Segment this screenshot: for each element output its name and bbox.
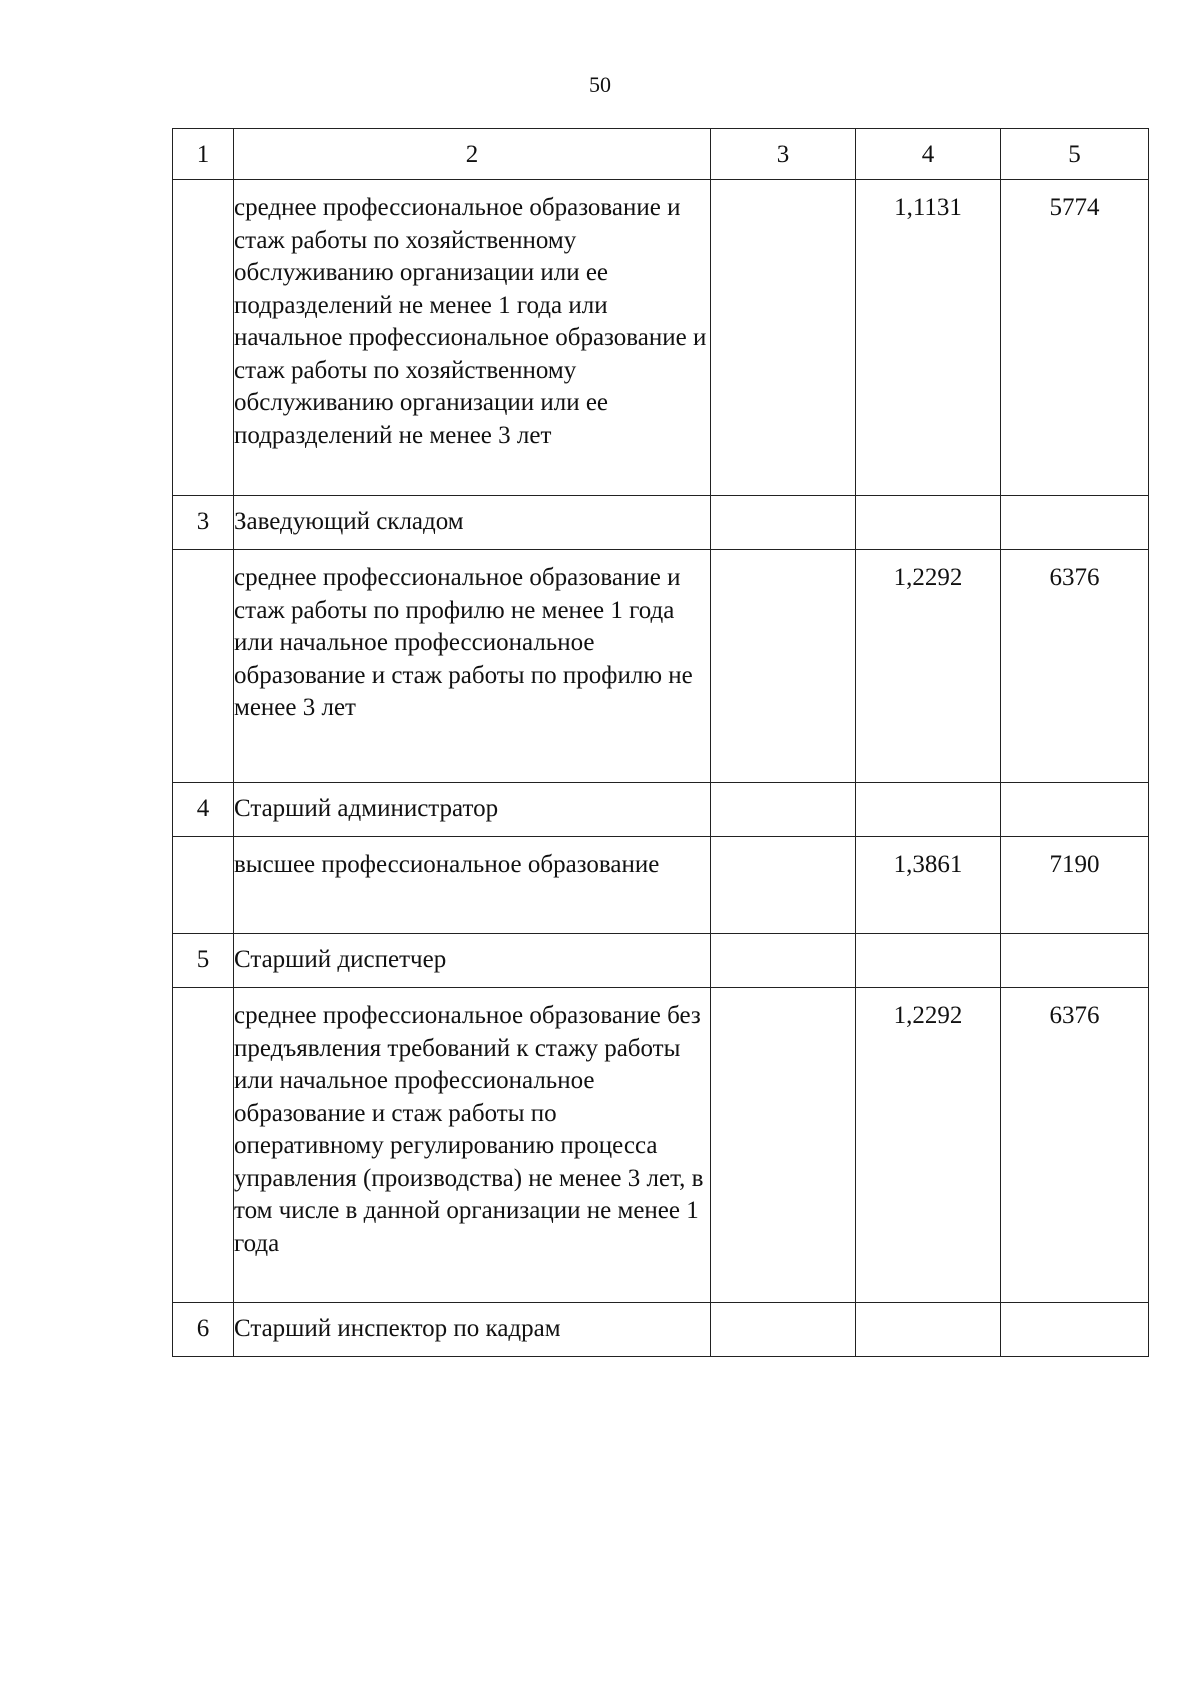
row-number-cell: 5 — [173, 934, 234, 988]
coefficient-cell — [856, 1303, 1001, 1357]
header-cell-3: 3 — [711, 129, 856, 180]
header-cell-2: 2 — [234, 129, 711, 180]
coefficient-cell — [856, 783, 1001, 837]
requirement-text-cell: среднее профессиональное образование и стаж работы по профилю не менее 1 года или начальное профессиональное образование и стаж работы по профилю не менее 3 лет — [234, 550, 711, 783]
salary-table — [172, 128, 1149, 1357]
column-3-cell — [711, 783, 856, 837]
table-row — [173, 496, 1149, 550]
table-row — [173, 180, 1149, 496]
salary-cell: 6376 — [1001, 550, 1149, 783]
position-title-cell: Заведующий складом — [234, 496, 711, 550]
table-row — [173, 550, 1149, 783]
position-title-cell: Старший администратор — [234, 783, 711, 837]
salary-cell — [1001, 496, 1149, 550]
requirement-text-cell: высшее профессиональное образование — [234, 837, 711, 934]
coefficient-cell — [856, 496, 1001, 550]
column-3-cell — [711, 496, 856, 550]
position-title-cell: Старший диспетчер — [234, 934, 711, 988]
requirement-text-cell: среднее профессиональное образование и стаж работы по хозяйственному обслуживанию организации или ее подразделений не менее 1 года или начальное профессиональное образование и стаж работы по хозяйственному обслуживанию организации или ее подразделений не менее 3 лет — [234, 180, 711, 496]
row-number-cell — [173, 988, 234, 1303]
coefficient-cell: 1,2292 — [856, 550, 1001, 783]
row-number-cell: 3 — [173, 496, 234, 550]
column-3-cell — [711, 837, 856, 934]
header-cell-5: 5 — [1001, 129, 1149, 180]
salary-cell: 7190 — [1001, 837, 1149, 934]
position-title-cell: Старший инспектор по кадрам — [234, 1303, 711, 1357]
coefficient-cell — [856, 934, 1001, 988]
table-header-row — [173, 129, 1149, 180]
coefficient-cell: 1,1131 — [856, 180, 1001, 496]
row-number-cell — [173, 180, 234, 496]
row-number-cell: 6 — [173, 1303, 234, 1357]
row-number-cell: 4 — [173, 783, 234, 837]
coefficient-cell: 1,2292 — [856, 988, 1001, 1303]
row-number-cell — [173, 550, 234, 783]
table-row — [173, 988, 1149, 1303]
table-row — [173, 783, 1149, 837]
table-row — [173, 934, 1149, 988]
column-3-cell — [711, 180, 856, 496]
salary-cell: 5774 — [1001, 180, 1149, 496]
column-3-cell — [711, 934, 856, 988]
salary-cell — [1001, 783, 1149, 837]
salary-cell — [1001, 1303, 1149, 1357]
column-3-cell — [711, 988, 856, 1303]
header-cell-1: 1 — [173, 129, 234, 180]
table-row — [173, 837, 1149, 934]
salary-cell — [1001, 934, 1149, 988]
header-cell-4: 4 — [856, 129, 1001, 180]
column-3-cell — [711, 550, 856, 783]
salary-cell: 6376 — [1001, 988, 1149, 1303]
page-number: 50 — [589, 72, 611, 97]
column-3-cell — [711, 1303, 856, 1357]
row-number-cell — [173, 837, 234, 934]
table-row — [173, 1303, 1149, 1357]
requirement-text-cell: среднее профессиональное образование без предъявления требований к стажу работы или начальное профессиональное образование и стаж работы по оперативному регулированию процесса управления (производства) не менее 3 лет, в том числе в данной организации не менее 1 года — [234, 988, 711, 1303]
coefficient-cell: 1,3861 — [856, 837, 1001, 934]
